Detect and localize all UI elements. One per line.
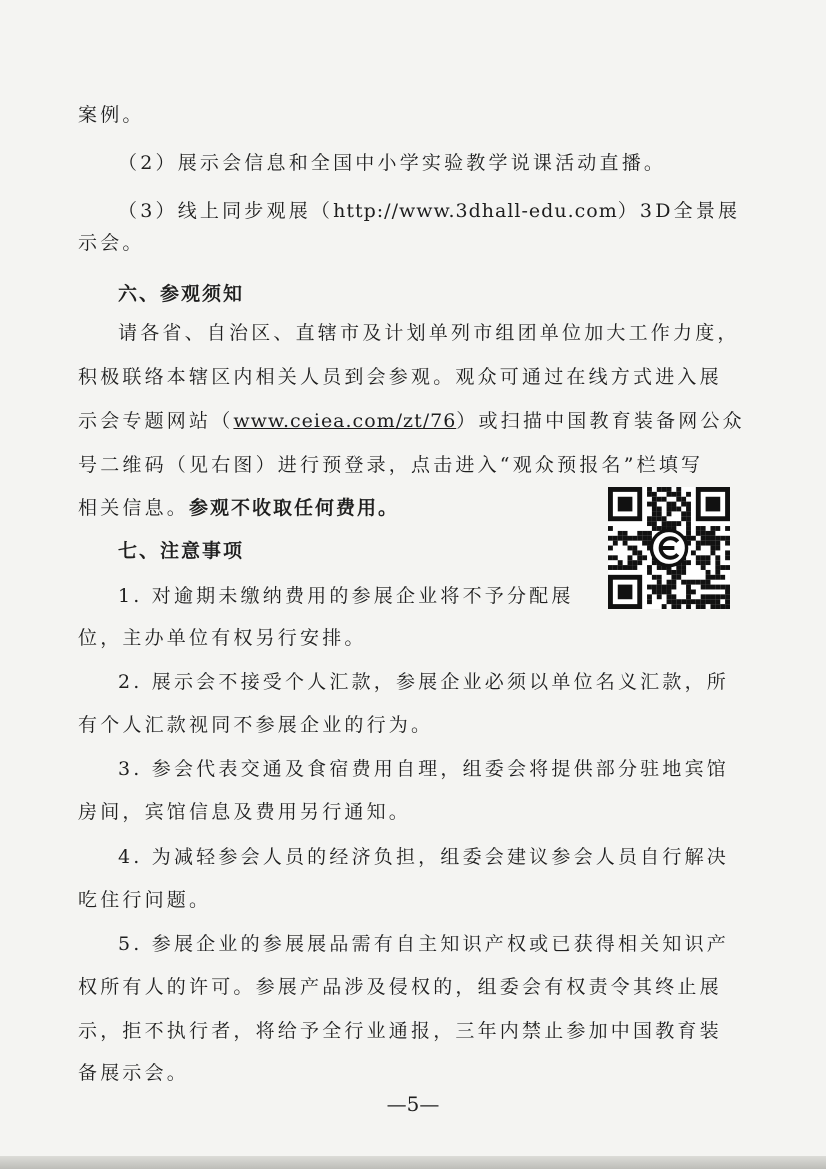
- text-line: 备展示会。: [78, 1062, 190, 1084]
- section-heading: 六、参观须知: [118, 283, 245, 305]
- text-line: 房间，宾馆信息及费用另行通知。: [78, 801, 412, 823]
- text-line: [78, 496, 399, 520]
- text-line: 5. 参展企业的参展展品需有自主知识产权或已获得相关知识产: [118, 933, 729, 955]
- bold-notice: 参观不收取任何费用。: [189, 497, 400, 519]
- section-heading: 七、注意事项: [118, 540, 245, 562]
- text-line: 3. 参会代表交通及食宿费用自理，组委会将提供部分驻地宾馆: [118, 758, 729, 780]
- text-segment: 示会专题网站（: [78, 410, 234, 432]
- text-line: 有个人汇款视同不参展企业的行为。: [78, 714, 434, 736]
- text-line: [78, 409, 745, 433]
- text-line: [118, 199, 740, 223]
- text-line: 示，拒不执行者，将给予全行业通报，三年内禁止参加中国教育装: [78, 1020, 722, 1042]
- text-line: 权所有人的许可。参展产品涉及侵权的，组委会有权责令其终止展: [78, 976, 722, 998]
- text-line: 2. 展示会不接受个人汇款，参展企业必须以单位名义汇款，所: [118, 671, 729, 693]
- text-line: 案例。: [78, 104, 145, 126]
- text-line: 吃住行问题。: [78, 889, 212, 911]
- text-line: 示会。: [78, 232, 145, 254]
- text-line: 号二维码（见右图）进行预登录，点击进入“观众预报名”栏填写: [78, 454, 704, 476]
- text-line: （2）展示会信息和全国中小学实验教学说课活动直播。: [118, 152, 667, 174]
- text-segment: ）3D全景展: [617, 200, 741, 222]
- website-url: http://www.3dhall-edu.com: [333, 200, 618, 222]
- qr-code-icon[interactable]: [608, 487, 730, 609]
- text-line: 积极联络本辖区内相关人员到会参观。观众可通过在线方式进入展: [78, 366, 722, 388]
- website-link[interactable]: www.ceiea.com/zt/76: [233, 410, 457, 432]
- text-line: 1. 对逾期未缴纳费用的参展企业将不予分配展: [118, 585, 574, 607]
- page-number: —5—: [386, 1092, 440, 1116]
- qr-code-graphic: [608, 487, 730, 609]
- text-line: 请各省、自治区、直辖市及计划单列市组团单位加大工作力度，: [118, 322, 740, 344]
- text-segment: （3）线上同步观展（: [118, 200, 334, 222]
- text-line: 位，主办单位有权另行安排。: [78, 627, 367, 649]
- text-segment: 相关信息。: [78, 497, 190, 519]
- text-segment: ）或扫描中国教育装备网公众: [456, 410, 745, 432]
- text-line: 4. 为减轻参会人员的经济负担，组委会建议参会人员自行解决: [118, 846, 729, 868]
- scan-edge: [0, 1156, 826, 1169]
